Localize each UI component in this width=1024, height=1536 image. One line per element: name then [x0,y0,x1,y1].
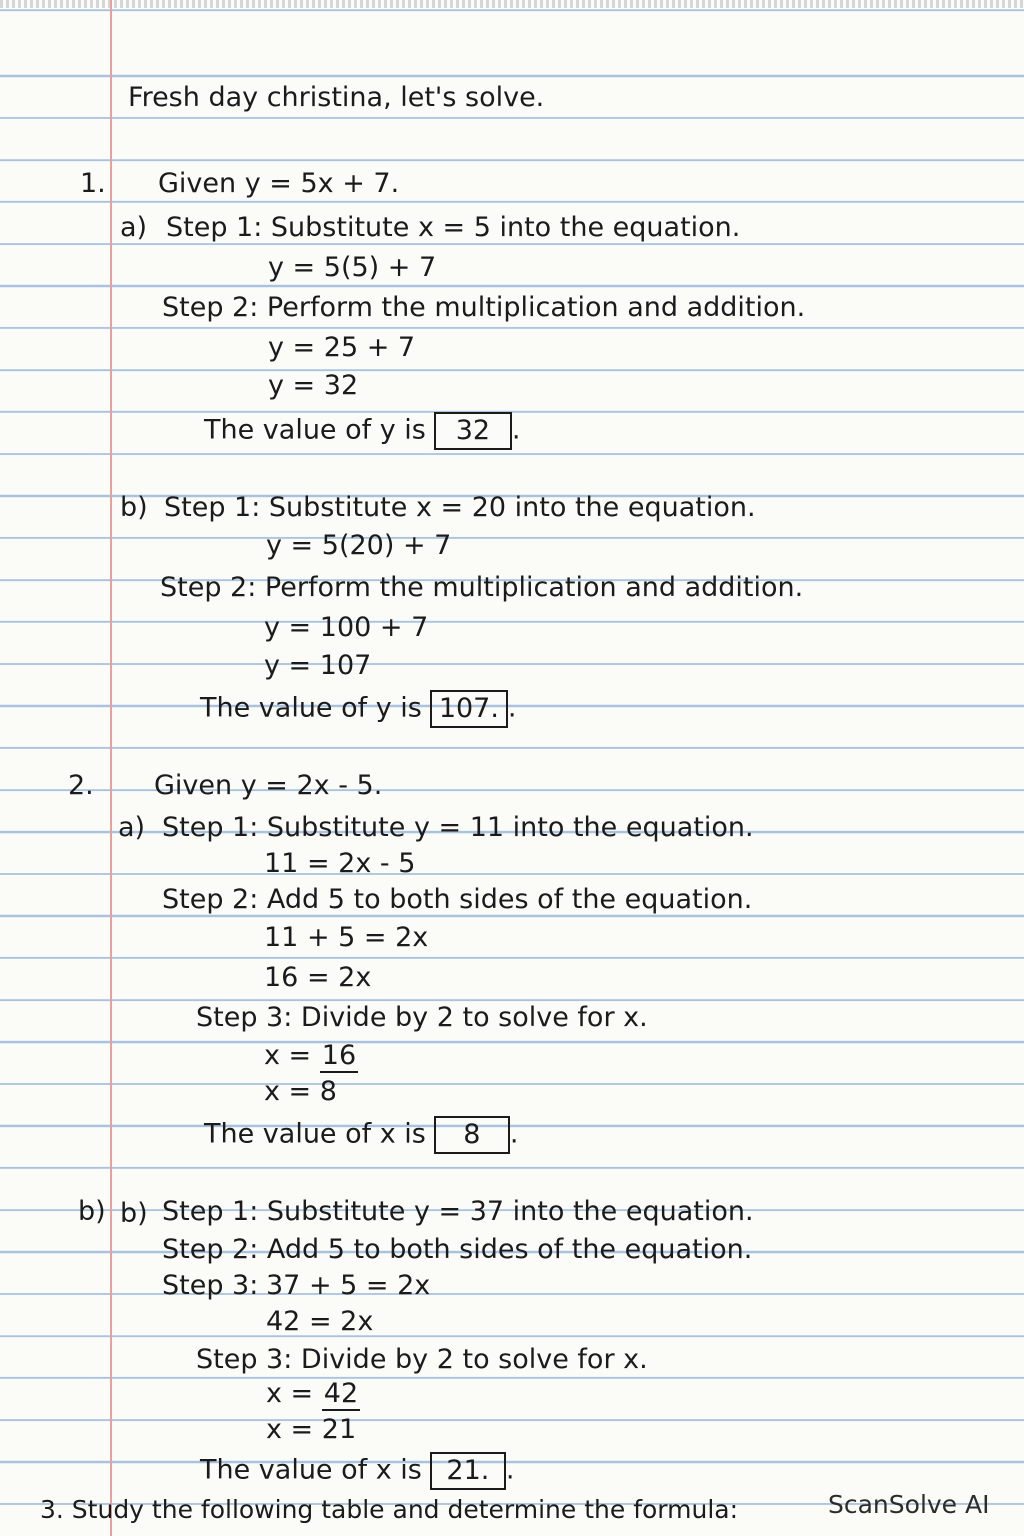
fraction-numerator: 16 [321,1040,357,1071]
problem-1a-step1: Step 1: Substitute x = 5 into the equation. [166,212,741,243]
margin-line [110,0,112,1536]
eq-lhs: x = [264,1040,320,1071]
problem-2b-step3b: Step 3: Divide by 2 to solve for x. [196,1344,648,1375]
answer-box: 8 [434,1116,510,1154]
fraction-numerator: 42 [323,1378,359,1409]
problem-1a-eq1: y = 5(5) + 7 [268,252,437,283]
answer-box: 32 [434,412,512,450]
problem-2b-eq4 [266,1378,360,1410]
problem-2-given: Given y = 2x - 5. [154,770,383,801]
problem-2b-step2: Step 2: Add 5 to both sides of the equation. [162,1234,753,1265]
problem-2a-eq1: 11 = 2x - 5 [264,848,416,879]
problem-2a-answer-line [204,1116,518,1154]
problem-1a-label: a) [120,212,148,243]
page-perforation [0,0,1024,8]
problem-1a-eq2: y = 25 + 7 [268,332,416,363]
period: . [509,1118,519,1150]
problem-1b-step2: Step 2: Perform the multiplication and addition. [160,572,804,603]
value-text: The value of x is [200,1454,422,1486]
intro-line: Fresh day christina, let's solve. [128,82,545,113]
value-text: The value of x is [204,1118,426,1150]
problem-1a-step2: Step 2: Perform the multiplication and addition. [162,292,806,323]
problem-2b-answer-line [200,1452,514,1490]
eq-lhs: x = [266,1378,322,1409]
problem-1b-eq1: y = 5(20) + 7 [266,530,452,561]
problem-1b-eq3: y = 107 [264,650,372,681]
problem-1-number: 1. [80,168,106,199]
problem-2a-eq3: 16 = 2x [264,962,372,993]
problem-2b-label: b) [78,1196,106,1227]
problem-2a-step3: Step 3: Divide by 2 to solve for x. [196,1002,648,1033]
problem-2a-eq2: 11 + 5 = 2x [264,922,429,953]
problem-2a-label: a) [118,812,146,843]
problem-1b-label: b) [120,492,148,523]
problem-1b-step1: Step 1: Substitute x = 20 into the equation. [164,492,756,523]
problem-2b-eq2: 42 = 2x [266,1306,374,1337]
problem-2a-eq4 [264,1040,358,1072]
problem-1a-answer-line [204,412,520,450]
value-text: The value of y is [204,414,426,446]
brand-watermark: ScanSolve AI [828,1490,990,1519]
answer-box: 107. [430,690,508,728]
period: . [505,1454,515,1486]
period: . [511,414,521,446]
answer-box: 21. [430,1452,506,1490]
period: . [507,692,517,724]
problem-2a-step1: Step 1: Substitute y = 11 into the equation. [162,812,754,843]
problem-2a-eq5: x = 8 [264,1076,337,1107]
problem-2b-step3-label: Step 3: [162,1270,259,1301]
problem-1b-eq2: y = 100 + 7 [264,612,429,643]
value-text: The value of y is [200,692,422,724]
problem-2b-step3-eq: 37 + 5 = 2x [266,1270,431,1301]
problem-2a-step2: Step 2: Add 5 to both sides of the equation. [162,884,753,915]
problem-2b-label-inner: b) [120,1198,148,1229]
problem-1a-eq3: y = 32 [268,370,359,401]
problem-3-prompt: 3. Study the following table and determine the formula: [40,1495,739,1524]
problem-2b-step1: Step 1: Substitute y = 37 into the equation. [162,1196,754,1227]
problem-1b-answer-line [200,690,516,728]
problem-2b-eq5: x = 21 [266,1414,357,1445]
problem-2-number: 2. [68,770,94,801]
problem-1-given: Given y = 5x + 7. [158,168,400,199]
